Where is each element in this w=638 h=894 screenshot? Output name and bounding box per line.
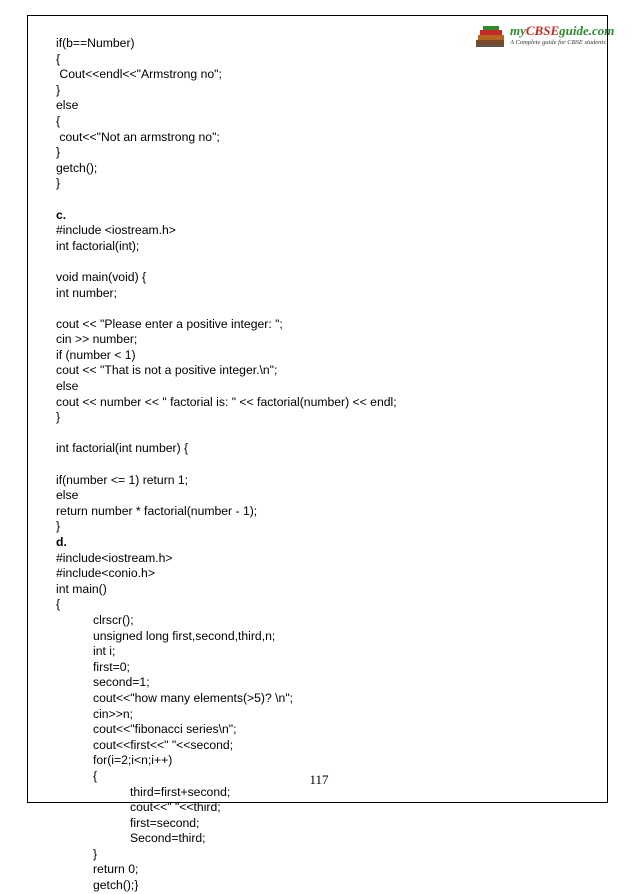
code-line: Second=third; (130, 831, 206, 846)
code-line: } (56, 176, 61, 191)
code-line: cout << "That is not a positive integer.\n"; (56, 363, 278, 378)
code-line: for(i=2;i<n;i++) (93, 753, 173, 768)
code-line: clrscr(); (93, 612, 134, 627)
code-line: #include<conio.h> (56, 566, 155, 581)
code-line: } (56, 145, 61, 160)
code-line: { (56, 51, 61, 66)
code-listing (56, 36, 596, 894)
blank-line (56, 254, 596, 270)
code-line: cout << "Please enter a positive integer: "; (56, 316, 283, 331)
logo-name-cbse: CBSE (525, 23, 560, 38)
code-line: else (56, 379, 79, 394)
code-line: void main(void) { (56, 269, 147, 284)
code-line: int factorial(int number) { (56, 441, 189, 456)
code-line: #include <iostream.h> (56, 223, 176, 238)
code-line: cout<<"fibonacci series\n"; (93, 722, 237, 737)
code-line: second=1; (93, 675, 150, 690)
blank-line (56, 301, 596, 317)
code-line: } (56, 82, 61, 97)
code-line: { (56, 597, 61, 612)
page-number: 117 (309, 772, 329, 787)
blank-line (56, 426, 596, 442)
logo-name-domain: guide.com (559, 23, 615, 38)
code-line: getch(); (56, 160, 98, 175)
code-line: { (56, 113, 61, 128)
code-line: else (56, 488, 79, 503)
code-line: Cout<<endl<<"Armstrong no"; (56, 67, 222, 82)
code-line: } (56, 519, 61, 534)
blank-line (56, 457, 596, 473)
code-line: { (93, 768, 98, 783)
code-line: return number * factorial(number - 1); (56, 503, 258, 518)
code-line: cout<<"Not an armstrong no"; (56, 129, 220, 144)
code-line: d. (56, 535, 67, 549)
code-line: cout<<first<<" "<<second; (93, 737, 234, 752)
code-line: } (93, 846, 98, 861)
blank-line (56, 192, 596, 208)
code-line: first=second; (130, 815, 200, 830)
logo-name-my: my (510, 23, 526, 38)
code-line: getch();} (93, 878, 139, 893)
code-line: cout<<"how many elements(>5)? \n"; (93, 690, 294, 705)
code-line: third=first+second; (130, 784, 231, 799)
code-line: int main() (56, 581, 107, 596)
code-line: cin >> number; (56, 332, 138, 347)
code-line: #include<iostream.h> (56, 550, 173, 565)
code-line: c. (56, 207, 67, 222)
logo-tagline: A Complete guide for CBSE students (510, 39, 606, 46)
code-line: int number; (56, 285, 117, 300)
code-line: if (number < 1) (56, 347, 136, 362)
code-line: int factorial(int); (56, 238, 140, 253)
code-line: first=0; (93, 659, 130, 674)
code-line: if(number <= 1) return 1; (56, 472, 189, 487)
code-line: cin>>n; (93, 706, 133, 721)
code-line: unsigned long first,second,third,n; (93, 628, 276, 643)
code-line: cout << number << " factorial is: " << factorial(number) << endl; (56, 394, 397, 409)
code-line: int i; (93, 644, 116, 659)
code-line: else (56, 98, 79, 113)
code-line: cout<<" "<<third; (130, 800, 221, 815)
code-line: } (56, 410, 61, 425)
code-line: if(b==Number) (56, 36, 135, 50)
code-line: return 0; (93, 862, 139, 877)
